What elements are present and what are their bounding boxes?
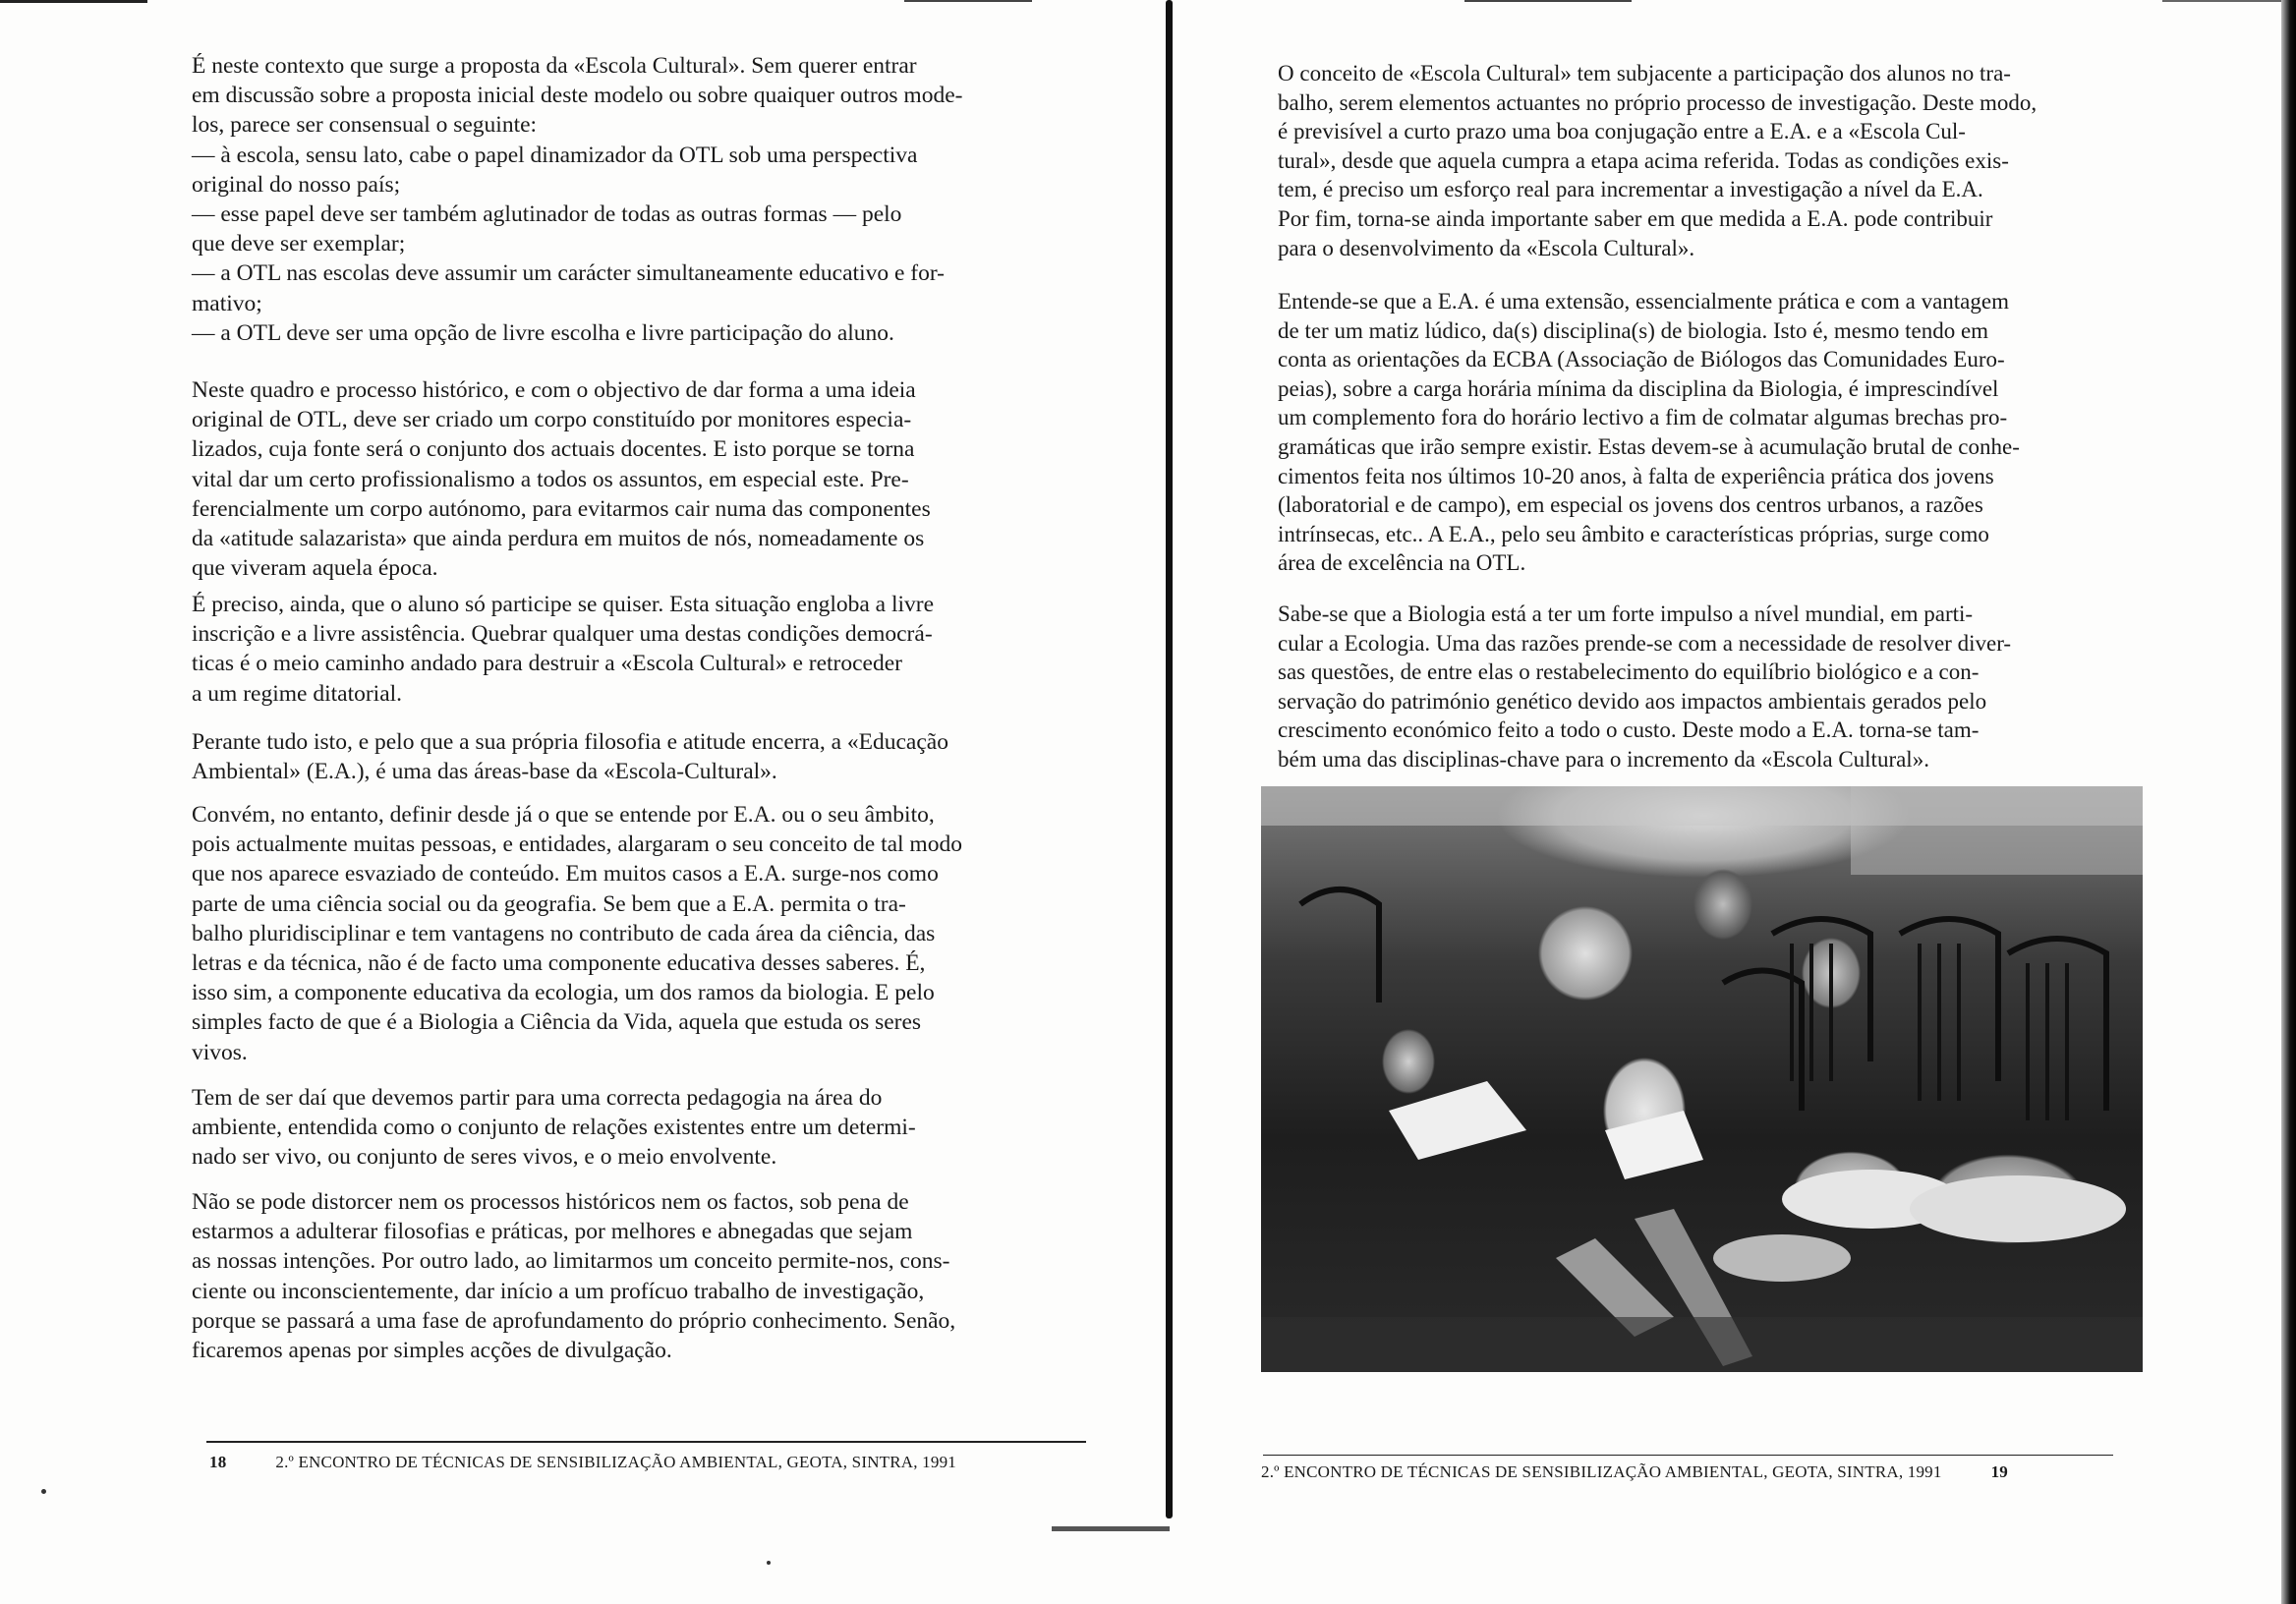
scan-speck [41,1489,46,1494]
left-footer [209,1453,956,1472]
left-paragraph-1: É neste contexto que surge a proposta da «Escola Cultural». Sem querer entrar em discussão sobre a proposta inicial deste modelo ou sobre quaiquer outros mode- los, parece ser consensual o seguinte: — à escola, sensu lato, cabe o papel dinamizador da OTL sob uma perspectiva original do nosso país; — esse papel deve ser também aglutinador de todas as outras formas — pelo que deve ser exemplar; — a OTL nas escolas deve assumir um carácter simultaneamente educativo e for- mativo; — a OTL deve ser uma opção de livre escolha e livre participação do aluno. [192,53,963,346]
left-footer-rule [206,1441,1086,1443]
scan-speck [767,1561,771,1565]
right-paragraph-1: O conceito de «Escola Cultural» tem subjacente a participação dos alunos no tra- balho, serem elementos actuantes no próprio processo de investigação. Deste modo, é previsível a curto prazo uma boa conjugação entre a E.A. e a «Escola Cul- tural», desde que aquela cumpra a etapa acima referida. Todas as condições exis- tem, é preciso um esforço real para incrementar a investigação a nível da E.A. Por fim, torna-se ainda importante saber em que medida a E.A. pode contribuir para o desenvolvimento da «Escola Cultural». [1278,61,2038,260]
right-paragraph-2: Entende-se que a E.A. é uma extensão, essencialmente prática e com a vantagem de ter um matiz lúdico, da(s) disciplina(s) de biologia. Isto é, mesmo tendo em conta as orientações da ECBA (Associação de Biólogos das Comunidades Euro- peias), sobre a carga horária mínima da disciplina da Biologia, é imprescindível um complemento fora do horário lectivo a fim de colmatar algumas brechas pro- gramáticas que irão sempre existir. Estas devem-se à acumulação brutal de conhe- cimentos feita nos últimos 10-20 anos, à falta de experiência prática dos jovens (laboratorial e de campo), em especial os jovens dos centros urbanos, a razões intrínsecas, etc.. A E.A., pelo seu âmbito e características próprias, surge como área de excelência na OTL. [1278,289,2020,576]
scan-edge-mark [904,0,1032,2]
left-paragraph-6: Tem de ser daí que devemos partir para uma correcta pedagogia na área do ambiente, entendida como o conjunto de relações existentes entre um determi- nado ser vivo, ou conjunto de seres vivos, e o meio envolvente. [192,1085,916,1171]
left-paragraph-5: Convém, no entanto, definir desde já o que se entende por E.A. ou o seu âmbito, pois actualmente muitas pessoas, e entidades, alargaram o seu conceito de tal modo que nos aparece esvaziado de conteúdo. Em muitos casos a E.A. surge-nos como parte de uma ciência social ou da geografia. Se bem que a E.A. permita o tra- balho pluridisciplinar e tem vantagens no contributo de cada área da ciência, das letras e da técnica, não é de facto uma componente educativa desses saberes. É, isso sim, a componente educativa da ecologia, um dos ramos da biologia. E pelo simples facto de que é a Biologia a Ciência da Vida, aquela que estuda os seres vivos. [192,802,962,1065]
page-number: 18 [209,1453,227,1471]
scan-edge-mark [1052,1526,1170,1531]
scan-edge-mark [2162,0,2296,2]
left-paragraph-4: Perante tudo isto, e pelo que a sua própria filosofia e atitude encerra, a «Educação Ambiental» (E.A.), é uma das áreas-base da «Escola-Cultural». [192,729,948,785]
classroom-photo [1261,786,2143,1372]
right-paragraph-3: Sabe-se que a Biologia está a ter um forte impulso a nível mundial, em parti- cular a Ecologia. Uma das razões prende-se com a necessidade de resolver diver- sas questões, de entre elas o restabelecimento do equilíbrio biológico e a con- servação do património genético devido aos impactos ambientais gerados pelo crescimento económico feito a todo o custo. Deste modo a E.A. torna-se tam- bém uma das disciplinas-chave para o incremento da «Escola Cultural». [1278,602,2012,772]
right-footer-rule [1263,1455,2113,1456]
footer-text: 2.º ENCONTRO DE TÉCNICAS DE SENSIBILIZAÇÃO AMBIENTAL, GEOTA, SINTRA, 1991 [275,1453,956,1471]
page-number: 19 [1990,1462,2008,1481]
photo-content [1261,786,2143,1372]
left-paragraph-3: É preciso, ainda, que o aluno só participe se quiser. Esta situação engloba a livre inscrição e a livre assistência. Quebrar qualquer uma destas condições democrá- ticas é o meio caminho andado para destruir a «Escola Cultural» e retroceder a um regime ditatorial. [192,592,935,707]
left-paragraph-2: Neste quadro e processo histórico, e com o objectivo de dar forma a uma ideia original de OTL, deve ser criado um corpo constituído por monitores especia- lizados, cuja fonte será o conjunto dos actuais docentes. E isto porque se torna vital dar um certo profissionalismo a todos os assuntos, em especial este. Pre- ferencialmente um corpo autónomo, para evitarmos cair numa das componentes da «atitude salazarista» que ainda perdura em muitos de nós, nomeadamente os que viveram aquela época. [192,377,931,582]
scan-right-edge [2281,0,2296,1604]
footer-text: 2.º ENCONTRO DE TÉCNICAS DE SENSIBILIZAÇÃO AMBIENTAL, GEOTA, SINTRA, 1991 [1261,1462,1942,1481]
book-gutter [1166,0,1173,1518]
scan-edge-mark [1464,0,1632,2]
right-footer [1261,1462,2008,1482]
scan-edge-mark [0,0,147,3]
left-paragraph-7: Não se pode distorcer nem os processos históricos nem os factos, sob pena de estarmos a adulterar filosofias e práticas, por melhores e abnegadas que sejam as nossas intenções. Por outro lado, ao limitarmos um conceito permite-nos, cons- ciente ou inconscientemente, dar início a um profícuo trabalho de investigação, porque se passará a uma fase de aprofundamento do próprio conhecimento. Senão, ficaremos apenas por simples acções de divulgação. [192,1189,956,1364]
